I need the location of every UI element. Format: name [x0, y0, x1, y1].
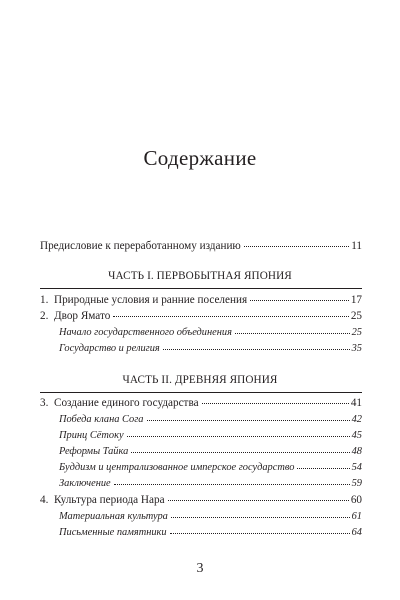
chapter-number: 2. — [40, 310, 49, 322]
dot-leader — [131, 451, 349, 453]
toc-subentry — [59, 428, 362, 444]
dot-leader — [114, 483, 350, 485]
toc-subentry — [59, 525, 362, 541]
dot-leader — [168, 499, 349, 501]
toc-subentry — [59, 444, 362, 460]
toc-chapter-3 — [40, 395, 362, 411]
toc-chapter-4 — [40, 492, 362, 508]
toc-entry-label: Заключение — [59, 478, 111, 489]
part-heading-2: ЧАСТЬ II. ДРЕВНЯЯ ЯПОНИЯ — [122, 374, 278, 386]
toc-subentry — [59, 460, 362, 476]
toc-entry-page: 59 — [351, 478, 362, 489]
toc-entry-label: Победа клана Сога — [59, 414, 144, 425]
toc-entry-page: 35 — [351, 343, 362, 354]
toc-subentry — [59, 509, 362, 525]
toc-entry-label: Начало государственного объединения — [59, 327, 232, 338]
toc-entry-label: Создание единого государства — [54, 397, 199, 409]
toc-entry-label: Государство и религия — [59, 343, 160, 354]
dot-leader — [202, 402, 349, 404]
chapter-number: 3. — [40, 397, 49, 409]
toc-entry-page: 48 — [351, 446, 362, 457]
toc-entry-page: 45 — [351, 430, 362, 441]
page-number: 3 — [196, 561, 204, 576]
toc-entry-label: Культура периода Нара — [54, 494, 165, 506]
dot-leader — [127, 435, 350, 437]
chapter-number: 4. — [40, 494, 49, 506]
toc-entry-page: 11 — [351, 240, 362, 252]
toc-entry-label: Буддизм и централизованное имперское государство — [59, 462, 295, 473]
toc-subentry — [59, 412, 362, 428]
toc-entry-page: 60 — [350, 494, 362, 506]
toc-entry-page: 17 — [350, 294, 362, 306]
page-title: Содержание — [143, 146, 257, 170]
toc-entry-page: 42 — [351, 414, 362, 425]
dot-leader — [297, 467, 349, 469]
toc-entry-page: 54 — [351, 462, 362, 473]
toc-entry-label: Предисловие к переработанному изданию — [40, 240, 241, 252]
toc-entry-label: Природные условия и ранние поселения — [54, 294, 248, 306]
toc-entry-label: Материальная культура — [59, 511, 168, 522]
toc-entry-page: 64 — [351, 527, 362, 538]
dot-leader — [170, 532, 350, 534]
toc-entry-page: 61 — [351, 511, 362, 522]
toc-entry-label: Письменные памятники — [59, 527, 167, 538]
dot-leader — [171, 516, 350, 518]
chapter-number: 1. — [40, 294, 49, 306]
toc-entry-page: 41 — [350, 397, 362, 409]
dot-leader — [147, 419, 350, 421]
toc-entry-page: 25 — [351, 327, 362, 338]
toc-entry-label: Реформы Тайка — [59, 446, 129, 457]
part-2-list — [40, 0, 362, 600]
toc-entry-page: 25 — [350, 310, 362, 322]
toc-subentry — [59, 476, 362, 492]
toc-entry-label: Двор Ямато — [54, 310, 111, 322]
toc-entry-label: Принц Сётоку — [59, 430, 124, 441]
part-heading-1: ЧАСТЬ I. ПЕРВОБЫТНАЯ ЯПОНИЯ — [108, 270, 292, 282]
